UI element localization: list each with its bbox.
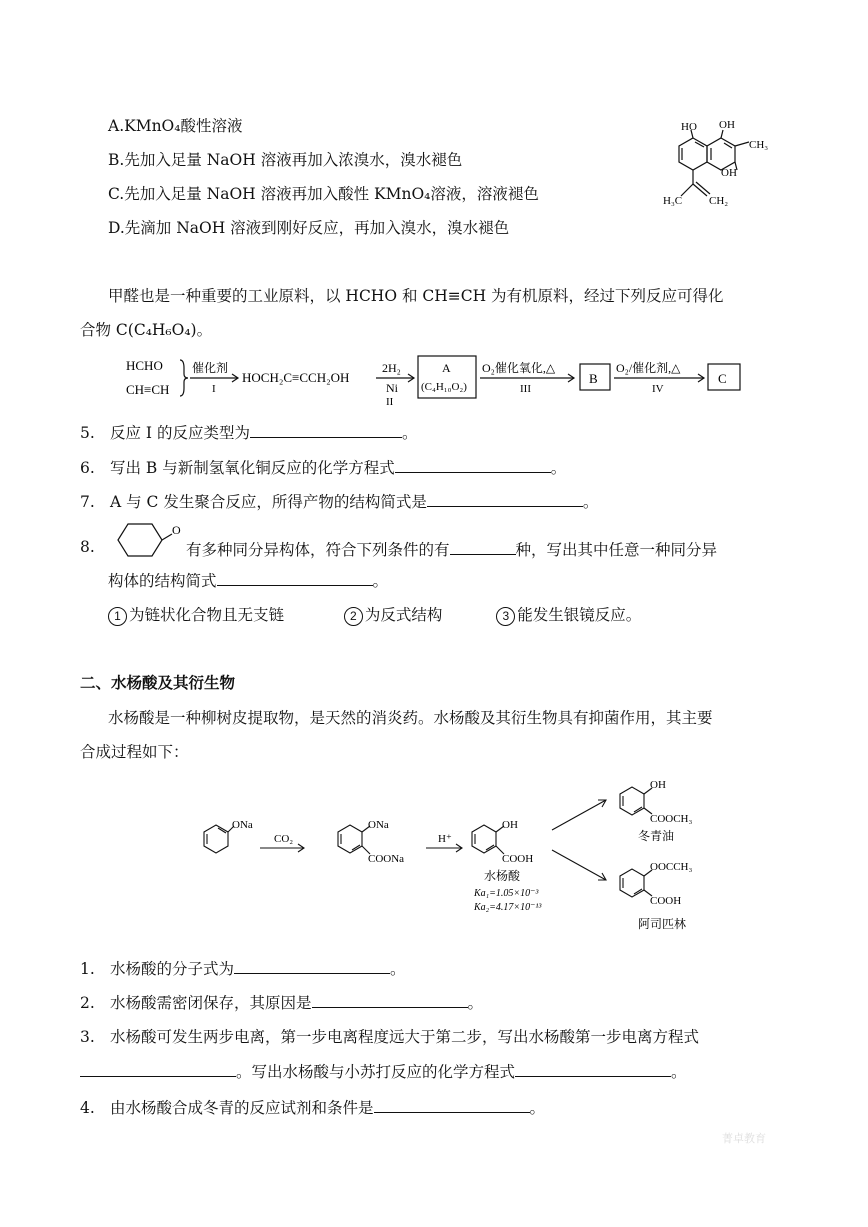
section-2-intro-2: 合成过程如下： — [80, 743, 189, 761]
s2-question-2: 2. 水杨酸需密闭保存，其原因是 。 — [80, 994, 484, 1012]
formaldehyde-intro-1: 甲醛也是一种重要的工业原料，以 HCHO 和 CH≡CH 为有机原料，经过下列反应可得化 — [108, 287, 724, 305]
co2-reagent: CO₂ — [274, 833, 294, 845]
s2-question-4: 4. 由水杨酸合成冬青的反应试剂和条件是 。 — [80, 1099, 546, 1117]
aspirin-name: 阿司匹林 — [638, 917, 687, 931]
acid-reagent: H⁺ — [438, 833, 452, 845]
reactant-acetylene: CH≡CH — [126, 382, 170, 397]
carbonyl-o: O — [172, 523, 181, 537]
step3-label: O₂催化氧化,△ — [482, 361, 556, 375]
ka1-value: Ka₁=1.05×10⁻³ — [474, 888, 539, 899]
s2-question-3-line2: 。写出水杨酸与小苏打反应的化学方程式 。 — [80, 1060, 687, 1082]
reactant-hcho: HCHO — [126, 358, 163, 373]
step1-roman: I — [212, 383, 216, 395]
ka2-value: Ka₂=4.17×10⁻¹³ — [474, 902, 542, 913]
ona-label-1: ONa — [232, 819, 253, 831]
box-a-label: A — [442, 361, 451, 375]
ch3-label: CH₃ — [749, 139, 769, 151]
question-7: 7. A 与 C 发生聚合反应，所得产物的结构简式是 。 — [80, 493, 599, 511]
box-b-label: B — [589, 371, 598, 386]
step2-reagent: 2H₂ — [382, 361, 401, 375]
ona-label-2: ONa — [368, 819, 389, 831]
step3-roman: III — [520, 383, 531, 395]
question-6: 6. 写出 B 与新制氢氧化铜反应的化学方程式 。 — [80, 459, 567, 477]
ch2-label: CH₂ — [709, 195, 729, 207]
question-8-line1: 有多种同分异构体，符合下列条件的有 种，写出其中任意一种同分异 — [186, 541, 718, 559]
phenol-structure-diagram — [655, 108, 795, 218]
oh-label-3: OH — [721, 167, 737, 179]
salicylic-acid-name: 水杨酸 — [484, 869, 521, 883]
s2-question-1: 1. 水杨酸的分子式为 。 — [80, 960, 406, 978]
box-c-label: C — [718, 371, 727, 386]
question-5: 5. 反应 I 的反应类型为 。 — [80, 424, 418, 442]
option-d: D.先滴加 NaOH 溶液到刚好反应，再加入溴水，溴水褪色 — [108, 219, 510, 237]
cooh-label-sa: COOH — [502, 853, 534, 865]
oh-label-2: OH — [719, 119, 735, 131]
question-8-number: 8. — [80, 538, 95, 556]
option-b: B.先加入足量 NaOH 溶液再加入浓溴水，溴水褪色 — [108, 151, 463, 169]
oh-label-sa: OH — [502, 819, 518, 831]
h3c-label: H₃C — [663, 195, 683, 207]
step1-label: 催化剂 — [192, 361, 229, 375]
oh-label-1: HO — [681, 121, 697, 133]
oh-label-w: OH — [650, 779, 666, 791]
question-8-conditions: 1 为链状化合物且无支链 2 为反式结构 3 能发生银镜反应。 — [108, 603, 641, 626]
intermediate: HOCH₂C≡CCH₂OH — [242, 370, 350, 385]
section-2-title: 二、水杨酸及其衍生物 — [80, 674, 236, 692]
wintergreen-name: 冬青油 — [638, 829, 675, 843]
coona-label: COONa — [368, 853, 405, 865]
ooccch3-label: OOCCH₃ — [650, 861, 693, 873]
step2-catalyst: Ni — [386, 381, 398, 395]
watermark: 菁卓教育 — [722, 1132, 766, 1145]
cooh-label-a: COOH — [650, 895, 682, 907]
reaction-scheme-1 — [118, 350, 758, 410]
box-a-formula: (C₄H₁₀O₂) — [421, 381, 467, 393]
option-c: C.先加入足量 NaOH 溶液再加入酸性 KMnO₄溶液，溶液褪色 — [108, 185, 539, 203]
cyclohexanone-icon — [106, 518, 186, 562]
step4-roman: IV — [652, 383, 664, 395]
step4-label: O₂/催化剂,△ — [616, 361, 681, 375]
section-2-intro-1: 水杨酸是一种柳树皮提取物，是天然的消炎药。水杨酸及其衍生物具有抑菌作用，其主要 — [108, 709, 713, 727]
formaldehyde-intro-2: 合物 C(C₄H₆O₄)。 — [80, 321, 213, 339]
cooch3-label: COOCH₃ — [650, 813, 693, 825]
salicylic-acid-scheme — [180, 770, 740, 940]
option-a: A.KMnO₄酸性溶液 — [108, 117, 243, 135]
s2-question-3: 3. 水杨酸可发生两步电离，第一步电离程度远大于第二步，写出水杨酸第一步电离方程式 — [80, 1028, 700, 1046]
question-8-line2: 构体的结构简式 。 — [108, 572, 389, 590]
step2-roman: II — [386, 396, 394, 408]
